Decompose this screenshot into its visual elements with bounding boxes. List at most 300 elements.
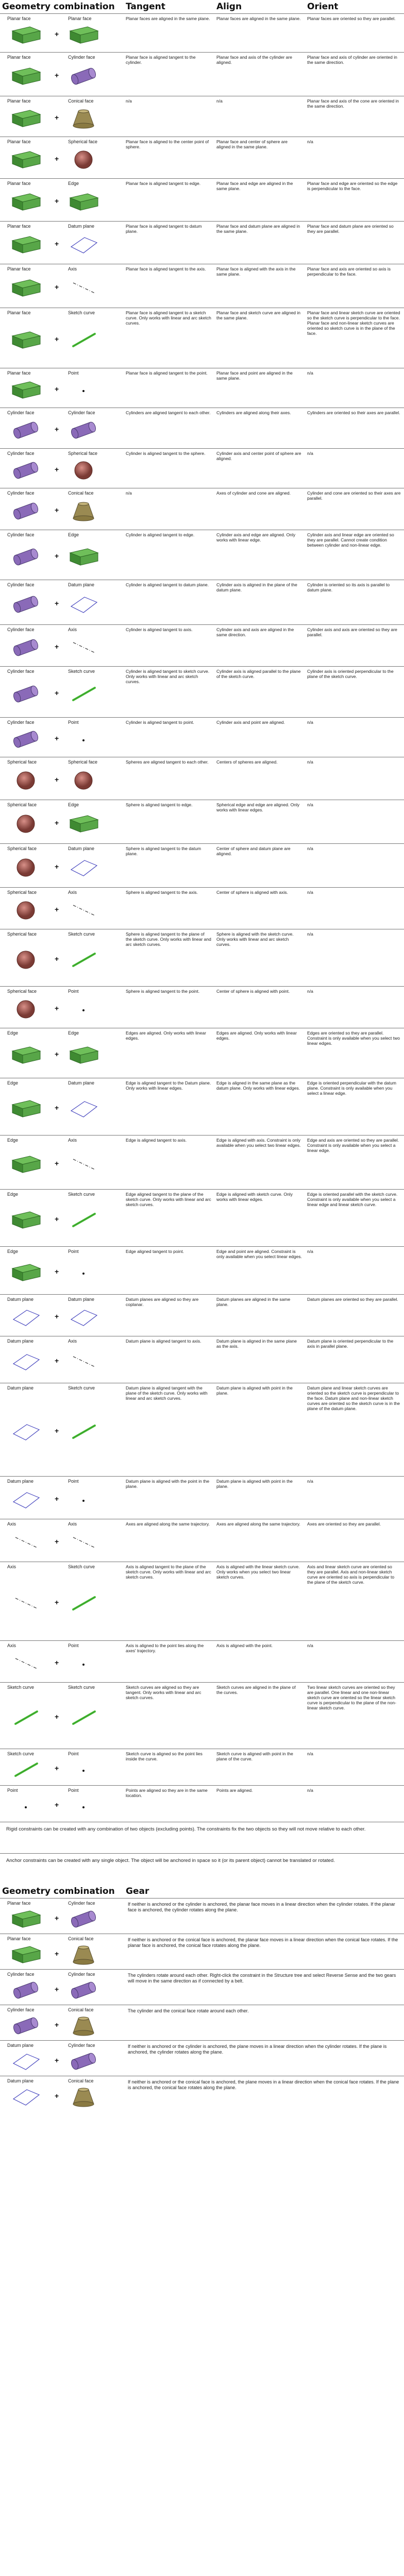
header-tangent: Tangent <box>126 2 165 12</box>
align-text: Datum plane is aligned with point in the plane. <box>216 1479 293 1489</box>
align-cell <box>214 718 305 757</box>
gear-text: If neither is anchored or the cylinder is anchored, the plane moves in a linear direction when the cylinder rotates. If the plane is anchored, the cylinder rotates along the plane. <box>128 2044 387 2055</box>
plus-icon: + <box>55 1357 59 1365</box>
geometry-cell <box>0 844 124 888</box>
object-b-label: Conical face <box>68 2007 94 2012</box>
align-text: Edge is aligned with sketch curve. Only works with linear edges. <box>216 1192 293 1202</box>
tangent-cell <box>124 1786 214 1822</box>
orient-cell <box>305 718 404 757</box>
object-a-label: Datum plane <box>7 1479 34 1484</box>
plus-icon: + <box>55 385 59 393</box>
object-a-label: Edge <box>7 1249 19 1254</box>
planar-icon <box>67 24 100 49</box>
object-a-label: Cylinder face <box>7 720 35 725</box>
align-text: Cylinders are aligned along their axes. <box>216 410 291 415</box>
table-row <box>0 1786 404 1822</box>
plus-icon: + <box>55 1985 59 1993</box>
cylinder-icon <box>9 636 42 662</box>
datum-icon <box>67 1306 100 1331</box>
header-align: Align <box>216 2 242 12</box>
tangent-text: Sphere is aligned tangent to the point. <box>126 989 200 994</box>
align-text: Center of sphere is aligned with axis. <box>216 890 288 895</box>
axis-icon <box>67 1531 100 1556</box>
tangent-cell <box>124 14 214 53</box>
align-text: Edge is aligned with axis. Constraint is only available when you select two linear edges. <box>216 1138 301 1148</box>
plus-icon: + <box>55 905 59 913</box>
table-row <box>0 1749 404 1786</box>
tangent-text: Cylinder is aligned tangent to the sphere. <box>126 451 206 456</box>
geometry-cell <box>0 368 124 408</box>
tangent-text: Datum plane is aligned tangent to axis. <box>126 1338 201 1344</box>
object-a-label: Spherical face <box>7 802 37 807</box>
object-b-label: Sketch curve <box>68 1564 95 1569</box>
geometry-cell <box>0 1383 124 1477</box>
object-a-label: Datum plane <box>7 2043 34 2048</box>
orient-text: Planar face and axis of cylinder are oriented in the same direction. <box>307 55 397 65</box>
object-b-label: Point <box>68 1479 79 1484</box>
orient-cell <box>305 1683 404 1749</box>
orient-cell <box>305 1519 404 1562</box>
planar-icon <box>9 1209 42 1234</box>
table-row <box>0 264 404 308</box>
object-b-label: Cylinder face <box>68 2043 95 2048</box>
object-a-label: Edge <box>7 1138 19 1143</box>
planar-icon <box>9 1044 42 1069</box>
cylinder-icon <box>9 593 42 618</box>
axis-icon <box>67 1350 100 1376</box>
geometry-cell <box>0 667 124 718</box>
align-text: Cylinder axis and point are aligned. <box>216 720 285 725</box>
orient-cell <box>305 96 404 137</box>
object-b-label: Point <box>68 370 79 376</box>
object-b-label: Spherical face <box>68 451 98 456</box>
tangent-text: Cylinder is aligned tangent to datum plane. <box>126 582 209 587</box>
gear-table-row <box>0 2041 404 2076</box>
geometry-cell <box>0 1786 124 1822</box>
align-cell <box>214 53 305 96</box>
align-cell <box>214 1295 305 1336</box>
planar-icon <box>67 191 100 216</box>
geometry-cell <box>0 1295 124 1336</box>
cone-icon <box>67 2014 100 2040</box>
align-cell <box>214 625 305 667</box>
gear-table-row <box>0 1970 404 2005</box>
align-cell <box>214 844 305 888</box>
align-cell <box>214 488 305 530</box>
object-a-label: Edge <box>7 1192 19 1197</box>
point-icon <box>67 1758 100 1784</box>
orient-text: Edge is oriented perpendicular with the datum plane. Constraint is only available when you select a linear edge. <box>307 1080 396 1096</box>
object-a-label: Axis <box>7 1564 16 1569</box>
plus-icon: + <box>55 335 59 343</box>
point-icon <box>67 998 100 1023</box>
tangent-cell <box>124 1028 214 1078</box>
tangent-cell <box>124 1190 214 1247</box>
plus-icon: + <box>55 1764 59 1772</box>
tangent-text: Sphere is aligned tangent to the datum plane. <box>126 846 201 856</box>
tangent-cell <box>124 800 214 844</box>
geometry-cell <box>0 1519 124 1562</box>
tangent-text: Edge aligned tangent to the plane of the sketch curve. Only works with linear and arc sketch curves. <box>126 1192 211 1207</box>
gear-cell <box>124 1934 404 1970</box>
table-row <box>0 408 404 449</box>
geometry-cell <box>0 264 124 308</box>
object-b-label: Point <box>68 1643 79 1648</box>
gear-header-gear: Gear <box>126 1886 149 1896</box>
object-a-label: Sketch curve <box>7 1751 35 1756</box>
cone-icon <box>67 2086 100 2111</box>
align-text: Center of sphere is aligned with point. <box>216 989 290 994</box>
geometry-cell <box>0 96 124 137</box>
geometry-cell <box>0 1641 124 1683</box>
point-icon <box>67 1261 100 1286</box>
table-row <box>0 137 404 179</box>
align-cell <box>214 1190 305 1247</box>
object-b-label: Datum plane <box>68 582 95 587</box>
sketch-icon <box>67 1209 100 1234</box>
orient-text: n/a <box>307 139 313 144</box>
align-text: Planar faces are aligned in the same plane. <box>216 16 301 21</box>
orient-text: n/a <box>307 370 313 376</box>
table-row <box>0 1295 404 1336</box>
plus-icon: + <box>55 1159 59 1167</box>
object-a-label: Planar face <box>7 55 31 60</box>
align-text: Axes are aligned along the same trajectory. <box>216 1521 300 1527</box>
planar-icon <box>9 1908 42 1933</box>
table-row <box>0 757 404 800</box>
geometry-cell <box>0 2005 124 2041</box>
orient-text: n/a <box>307 1249 313 1254</box>
axis-icon <box>67 899 100 924</box>
align-text: Planar face and sketch curve are aligned in the same plane. <box>216 310 301 320</box>
object-b-label: Axis <box>68 890 77 895</box>
align-cell <box>214 1028 305 1078</box>
tangent-text: Cylinder is aligned tangent to edge. <box>126 532 195 537</box>
plus-icon: + <box>55 1537 59 1546</box>
object-b-label: Edge <box>68 181 79 186</box>
object-b-label: Sketch curve <box>68 669 95 674</box>
orient-cell <box>305 888 404 929</box>
object-b-label: Axis <box>68 1138 77 1143</box>
orient-cell <box>305 987 404 1028</box>
align-text: Cylinder axis and edge are aligned. Only works with linear edge. <box>216 532 296 543</box>
sketch-icon <box>67 1706 100 1732</box>
tangent-cell <box>124 1078 214 1136</box>
datum-icon <box>67 856 100 882</box>
object-b-label: Planar face <box>68 16 92 21</box>
tangent-cell <box>124 929 214 987</box>
orient-text: n/a <box>307 1751 313 1756</box>
object-a-label: Cylinder face <box>7 1972 35 1977</box>
table-row <box>0 449 404 488</box>
orient-text: Cylinder is oriented so its axis is parallel to datum plane. <box>307 582 390 592</box>
sketch-icon <box>9 1706 42 1732</box>
geometry-cell <box>0 137 124 179</box>
tangent-text: Planar face is aligned tangent to edge. <box>126 181 201 186</box>
tangent-cell <box>124 1749 214 1786</box>
geometry-cell <box>0 14 124 53</box>
align-text: Edges are aligned. Only works with linear edges. <box>216 1030 297 1041</box>
orient-cell <box>305 757 404 800</box>
tangent-cell <box>124 449 214 488</box>
cylinder-icon <box>9 500 42 525</box>
align-text: Cylinder axis and axis are aligned in the same direction. <box>216 627 294 637</box>
geometry-cell <box>0 408 124 449</box>
align-cell <box>214 264 305 308</box>
geometry-cell <box>0 1683 124 1749</box>
tangent-cell <box>124 264 214 308</box>
geometry-cell <box>0 1247 124 1295</box>
tangent-text: Planar face is aligned to the center point of sphere. <box>126 139 209 149</box>
notes-section <box>0 1822 404 1885</box>
planar-icon <box>9 277 42 302</box>
plus-icon: + <box>55 1215 59 1223</box>
object-a-label: Planar face <box>7 181 31 186</box>
object-b-label: Axis <box>68 1338 77 1344</box>
orient-text: Edge and axis are oriented so they are parallel. Constraint is only available when you select a linear edge. <box>307 1138 399 1153</box>
tangent-text: Axes are aligned along the same trajectory. <box>126 1521 210 1527</box>
tangent-cell <box>124 1562 214 1641</box>
object-b-label: Edge <box>68 802 79 807</box>
tangent-cell <box>124 1247 214 1295</box>
geometry-cell <box>0 800 124 844</box>
plus-icon: + <box>55 1004 59 1012</box>
sphere-icon <box>67 148 100 174</box>
object-b-label: Sketch curve <box>68 1685 95 1690</box>
cylinder-icon <box>9 2014 42 2040</box>
gear-text: If neither is anchored or the cylinder is anchored, the planar face moves in a linear direction when the cylinder rotates. If the planar face is anchored, the cylinder rotates along the plane. <box>128 1902 395 1912</box>
orient-cell <box>305 1190 404 1247</box>
orient-text: Planar face and datum plane are oriented so they are parallel. <box>307 224 394 234</box>
geometry-cell <box>0 757 124 800</box>
table-row <box>0 96 404 137</box>
object-a-label: Datum plane <box>7 2078 34 2083</box>
tangent-text: Sketch curve is aligned so the point lies inside the curve. <box>126 1751 203 1761</box>
geometry-cell <box>0 1749 124 1786</box>
tangent-cell <box>124 888 214 929</box>
plus-icon: + <box>55 599 59 607</box>
object-a-label: Planar face <box>7 266 31 272</box>
tangent-cell <box>124 1383 214 1477</box>
planar-icon <box>67 546 100 571</box>
plus-icon: + <box>55 552 59 560</box>
axis-icon <box>67 277 100 302</box>
plus-icon: + <box>55 1312 59 1320</box>
datum-icon <box>9 2086 42 2111</box>
tangent-text: n/a <box>126 98 132 104</box>
gear-cell <box>124 1899 404 1934</box>
object-b-label: Cylinder face <box>68 55 95 60</box>
orient-text: Planar face and linear sketch curve are oriented so the sketch curve is perpendicular to the face. Planar face and non-linear sketch curves are oriented so sketch curve is in the plane of the face. <box>307 310 400 336</box>
sketch-icon <box>67 683 100 708</box>
cylinder-icon <box>67 65 100 90</box>
gear-cell <box>124 1970 404 2005</box>
point-icon <box>67 379 100 404</box>
tangent-cell <box>124 625 214 667</box>
object-a-label: Planar face <box>7 1936 31 1941</box>
orient-text: Cylinder and cone are oriented so their axes are parallel. <box>307 490 401 501</box>
gear-header-geometry: Geometry combination <box>2 1886 115 1896</box>
tangent-cell <box>124 222 214 264</box>
align-cell <box>214 1641 305 1683</box>
orient-cell <box>305 264 404 308</box>
object-b-label: Edge <box>68 532 79 537</box>
orient-text: n/a <box>307 1788 313 1793</box>
plus-icon: + <box>55 1050 59 1058</box>
table-row <box>0 987 404 1028</box>
table-row <box>0 800 404 844</box>
align-cell <box>214 987 305 1028</box>
table-row <box>0 1247 404 1295</box>
gear-cell <box>124 2076 404 2112</box>
align-text: Datum plane is aligned with point in the plane. <box>216 1385 293 1396</box>
datum-icon <box>9 1350 42 1376</box>
object-a-label: Spherical face <box>7 931 37 937</box>
point-icon <box>9 1795 42 1820</box>
table-row <box>0 1336 404 1383</box>
orient-cell <box>305 179 404 222</box>
geometry-cell <box>0 888 124 929</box>
cylinder-icon <box>9 683 42 708</box>
object-b-label: Axis <box>68 627 77 632</box>
tangent-cell <box>124 1519 214 1562</box>
plus-icon: + <box>55 642 59 651</box>
object-b-label: Cylinder face <box>68 1972 95 1977</box>
object-a-label: Cylinder face <box>7 451 35 456</box>
geometry-cell <box>0 1970 124 2005</box>
orient-cell <box>305 1477 404 1519</box>
tangent-text: Cylinders are aligned tangent to each other. <box>126 410 211 415</box>
planar-icon <box>9 191 42 216</box>
datum-icon <box>9 2050 42 2075</box>
point-icon <box>67 1488 100 1514</box>
plus-icon: + <box>55 2021 59 2029</box>
plus-icon: + <box>55 1950 59 1958</box>
tangent-text: n/a <box>126 490 132 496</box>
table-row <box>0 1477 404 1519</box>
cylinder-icon <box>9 419 42 444</box>
align-cell <box>214 1477 305 1519</box>
gear-table-row <box>0 1934 404 1970</box>
object-b-label: Conical face <box>68 2078 94 2083</box>
tangent-text: Planar face is aligned tangent to datum plane. <box>126 224 202 234</box>
align-cell <box>214 1683 305 1749</box>
cone-icon <box>67 1943 100 1969</box>
plus-icon: + <box>55 819 59 827</box>
object-b-label: Axis <box>68 266 77 272</box>
planar-icon <box>9 107 42 132</box>
object-a-label: Cylinder face <box>7 410 35 415</box>
plus-icon: + <box>55 425 59 433</box>
tangent-text: Cylinder is aligned tangent to point. <box>126 720 194 725</box>
planar-icon <box>9 233 42 259</box>
gear-cell <box>124 2041 404 2076</box>
sphere-icon <box>9 998 42 1023</box>
orient-cell <box>305 1336 404 1383</box>
orient-cell <box>305 368 404 408</box>
align-cell <box>214 222 305 264</box>
table-row <box>0 1562 404 1641</box>
tangent-cell <box>124 488 214 530</box>
tangent-text: Edge is aligned tangent to axis. <box>126 1138 187 1143</box>
orient-text: Cylinder axis and axis are oriented so they are parallel. <box>307 627 397 637</box>
geometry-cell <box>0 1336 124 1383</box>
object-a-label: Cylinder face <box>7 582 35 587</box>
object-b-label: Datum plane <box>68 224 95 229</box>
object-a-label: Cylinder face <box>7 2007 35 2012</box>
point-icon <box>67 728 100 753</box>
gear-text: If neither is anchored or the conical face is anchored, the plane moves in a linear direction when the conical face rotates. If the plane is anchored, the conical face rotates along the plane. <box>128 2079 399 2090</box>
plus-icon: + <box>55 1495 59 1503</box>
header-geometry: Geometry combination <box>2 2 115 12</box>
geometry-cell <box>0 179 124 222</box>
geometry-cell <box>0 53 124 96</box>
orient-cell <box>305 1641 404 1683</box>
tangent-text: Planar face is aligned tangent to the axis. <box>126 266 206 272</box>
tangent-text: Planar face is aligned tangent to a sketch curve. Only works with linear and arc sketch curves. <box>126 310 211 326</box>
align-cell <box>214 1247 305 1295</box>
tangent-text: Planar face is aligned tangent to the cylinder. <box>126 55 196 65</box>
axis-icon <box>9 1592 42 1617</box>
tangent-text: Points are aligned so they are in the same location. <box>126 1788 208 1798</box>
tangent-text: Planar faces are aligned in the same plane. <box>126 16 210 21</box>
object-b-label: Spherical face <box>68 139 98 144</box>
tangent-cell <box>124 1295 214 1336</box>
align-text: Datum plane is aligned in the same plane as the axis. <box>216 1338 297 1349</box>
tangent-text: Sphere is aligned tangent to edge. <box>126 802 193 807</box>
orient-text: n/a <box>307 846 313 851</box>
tangent-text: Datum planes are aligned so they are coplanar. <box>126 1297 199 1307</box>
datum-icon <box>9 1488 42 1514</box>
orient-cell <box>305 488 404 530</box>
cone-icon <box>67 500 100 525</box>
object-a-label: Axis <box>7 1521 16 1527</box>
object-b-label: Cylinder face <box>68 410 95 415</box>
plus-icon: + <box>55 506 59 514</box>
planar-icon <box>9 379 42 404</box>
align-cell <box>214 1519 305 1562</box>
geometry-cell <box>0 625 124 667</box>
orient-text: Planar faces are oriented so they are parallel. <box>307 16 396 21</box>
tangent-text: Datum plane is aligned tangent with the plane of the sketch curve. Only works with linear and arc sketch curves. <box>126 1385 208 1401</box>
geometry-cell <box>0 222 124 264</box>
object-a-label: Datum plane <box>7 1385 34 1391</box>
tangent-cell <box>124 1683 214 1749</box>
cylinder-icon <box>67 1908 100 1933</box>
object-a-label: Spherical face <box>7 759 37 765</box>
align-cell <box>214 137 305 179</box>
orient-text: Planar face and edge are oriented so the edge is perpendicular to the face. <box>307 181 398 191</box>
orient-cell <box>305 1749 404 1786</box>
orient-cell <box>305 625 404 667</box>
geometry-cell <box>0 1934 124 1970</box>
tangent-text: Edges are aligned. Only works with linear edges. <box>126 1030 206 1041</box>
sketch-icon <box>67 1592 100 1617</box>
geometry-cell <box>0 718 124 757</box>
orient-text: Axes are oriented so they are parallel. <box>307 1521 381 1527</box>
orient-text: Planar face and axis of the cone are oriented in the same direction. <box>307 98 399 109</box>
orient-cell <box>305 800 404 844</box>
geometry-cell <box>0 580 124 625</box>
object-a-label: Axis <box>7 1643 16 1648</box>
align-text: Points are aligned. <box>216 1788 253 1793</box>
orient-cell <box>305 1247 404 1295</box>
orient-text: Datum planes are oriented so they are parallel. <box>307 1297 398 1302</box>
align-text: Planar face and edge are aligned in the same plane. <box>216 181 293 191</box>
object-b-label: Spherical face <box>68 759 98 765</box>
orient-text: Two linear sketch curves are oriented so they are parallel. One linear and one non-linear sketch curve are oriented so the linear sketch curve is perpendicular to the plane of the non-linear sketch curve. <box>307 1685 396 1710</box>
orient-text: n/a <box>307 931 313 937</box>
